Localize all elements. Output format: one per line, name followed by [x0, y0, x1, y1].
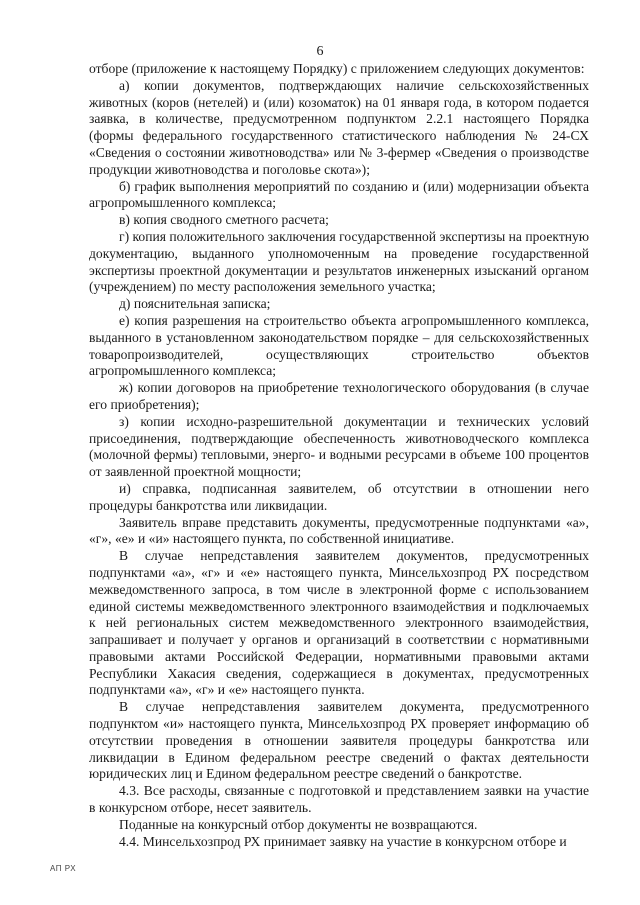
document-body — [89, 61, 589, 850]
list-item-g: г) копия положительного заключения государственной экспертизы на проектную документацию, выданного уполномоченным на проведение государственной экспертизы проектной документации и результатов инженерных изысканий органом (учреждением) по месту расположения земельного участка; — [89, 228, 589, 295]
clause-4-3: 4.3. Все расходы, связанные с подготовкой и представлением заявки на участие в конкурсном отборе, несет заявитель. — [89, 783, 589, 816]
footer-mark: АП РХ — [50, 864, 77, 873]
list-item-zh: ж) копии договоров на приобретение технологического оборудования (в случае его приобретения); — [89, 380, 589, 412]
paragraph-bankruptcy-check: В случае непредставления заявителем документа, предусмотренного подпунктом «и» настоящего пункта, Минсельхозпрод РХ проверяет информацию об отсутствии проведения в отношении заявителя процедуры банкротства или ликвидации в Едином федеральном реестре сведений о фактах деятельности юридических лиц и Едином федеральном реестре сведений о банкротстве. — [89, 699, 589, 782]
list-item-e: е) копия разрешения на строительство объекта агропромышленного комплекса, выданного в установленном законодательством порядке – для сельскохозяйственных товаропроизводителей, осуществляющих строительство объектов агропромышленного комплекса; — [89, 312, 589, 379]
paragraph-interagency-request: В случае непредставления заявителем документов, предусмотренных подпунктами «а», «г» и «е» настоящего пункта, Минсельхозпрод РХ посредством межведомственного запроса, в том числе в электронной форме с использованием единой системы межведомственного электронного взаимодействия и подключаемых к ней региональных систем межведомственного электронного взаимодействия, запрашивает и получает у органов и организаций в соответствии с нормативными правовыми актами Российской Федерации, нормативными правовыми актами Республики Хакасия сведения, содержащиеся в документах, предусмотренных подпунктами «а», «г» и «е» настоящего пункта. — [89, 548, 589, 698]
paragraph-continuation: отборе (приложение к настоящему Порядку) с приложением следующих документов: — [89, 61, 585, 76]
list-item-v: в) копия сводного сметного расчета; — [119, 212, 329, 228]
list-item-i: и) справка, подписанная заявителем, об отсутствии в отношении него процедуры банкротства или ликвидации. — [89, 480, 589, 513]
paragraph-own-initiative: Заявитель вправе представить документы, предусмотренные подпунктами «а», «г», «е» и «и» настоящего пункта, по собственной инициативе. — [89, 514, 589, 547]
list-item-a: а) копии документов, подтверждающих наличие сельскохозяйственных животных (коров (нетелей) и (или) козоматок) на 01 января года, в котором подается заявка, в количестве, предусмотренном подпунктом 2.2.1 настоящего Порядка (формы федерального государственного статистического наблюдения № 24-СХ «Сведения о состоянии животноводства» или № 3-фермер «Сведения о производстве продукции животноводства и поголовье скота»); — [89, 77, 589, 177]
list-item-b: б) график выполнения мероприятий по созданию и (или) модернизации объекта агропромышленного комплекса; — [89, 178, 589, 211]
page-number: 6 — [316, 44, 324, 59]
list-item-z: з) копии исходно-разрешительной документации и технических условий присоединения, подтверждающие обеспеченность животноводческого комплекса (молочной фермы) тепловыми, энерго- и водными ресурсами в объеме 100 процентов от заявленной проектной мощности; — [89, 413, 589, 480]
clause-4-4: 4.4. Минсельхозпрод РХ принимает заявку на участие в конкурсном отборе и — [119, 833, 567, 849]
list-item-d: д) пояснительная записка; — [119, 296, 271, 312]
paragraph-documents-not-returned: Поданные на конкурсный отбор документы не возвращаются. — [119, 816, 478, 832]
